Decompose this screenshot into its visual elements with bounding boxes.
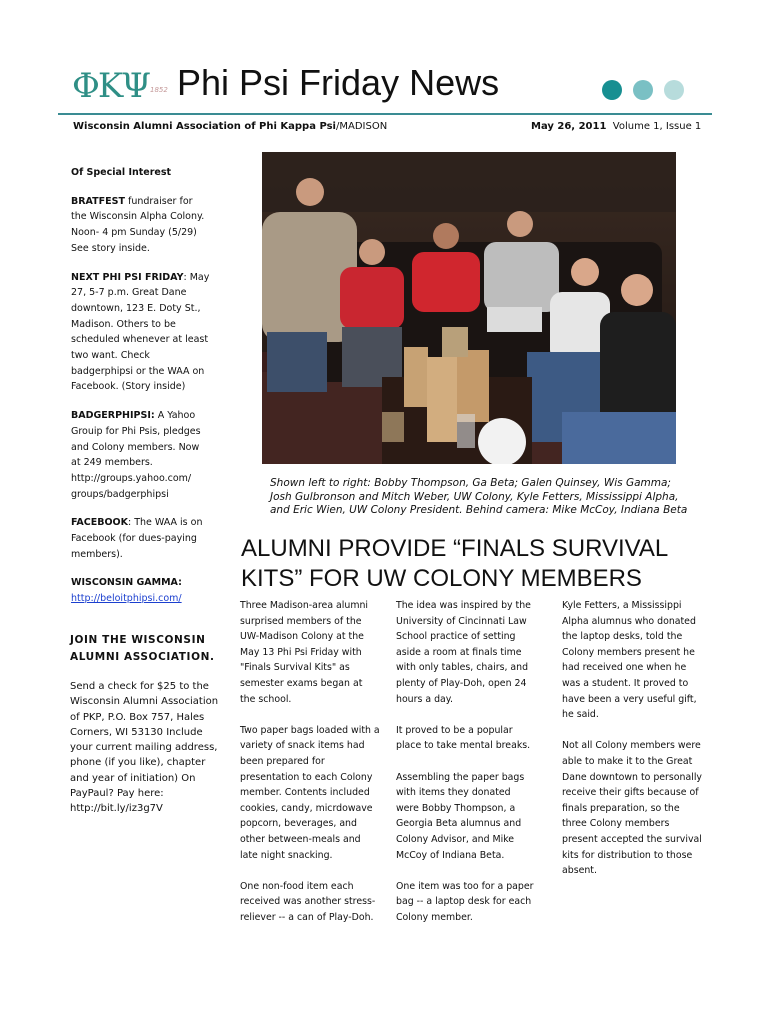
organization-line: Wisconsin Alumni Association of Phi Kappa Psi/MADISON — [73, 121, 388, 132]
paragraph: One non-food item each received was another stress-reliever -- a can of Play-Doh. — [240, 880, 376, 923]
article-column-3 — [562, 598, 702, 894]
sidebar-item-phi-psi-friday: NEXT PHI PSI FRIDAY: May 27, 5-7 p.m. Great Dane downtown, 123 E. Doty St., Madison. Others to be scheduled whenever at least two want. Check badgerphipsi or the WAA on Facebook. (Story inside) — [71, 271, 210, 393]
paragraph: Kyle Fetters, a Mississippi Alpha alumnus who donated the laptop desks, told the Colony members present he had received one when he was a student. It proved to have been a very useful gift, he said. — [562, 600, 697, 721]
paragraph: Not all Colony members were able to make it to the Great Dane downtown to personally receive their gifts because of finals preparation, so the three Colony members present accepted the survival kits for distribution to those absent. — [562, 740, 702, 877]
sidebar-heading: Of Special Interest — [71, 167, 172, 178]
paragraph: Assembling the paper bags with items they donated were Bobby Thompson, a Georgia Beta alumnus and Colony Advisor, and Mike McCoy of Indiana Beta. — [396, 771, 525, 861]
paragraph: It proved to be a popular place to take mental breaks. — [396, 724, 531, 752]
photo-caption: Shown left to right: Bobby Thompson, Ga Beta; Galen Quinsey, Wis Gamma; Josh Gulbronson and Mitch Weber, UW Colony, Kyle Fetters, Mississippi Alpha, and Eric Wien, UW Colony President. Behind camera: Mike McCoy, Indiana Beta — [270, 477, 688, 516]
article-column-1 — [240, 598, 380, 941]
sidebar-item-facebook: FACEBOOK: The WAA is on Facebook (for dues-paying members). — [71, 517, 203, 560]
logo-year: 1852 — [150, 86, 168, 94]
decor-dot-3 — [664, 80, 684, 100]
paragraph: Three Madison-area alumni surprised members of the UW-Madison Colony at the May 13 Phi Psi Friday with "Finals Survival Kits" as semester exams began at the school. — [240, 600, 369, 705]
join-heading: JOIN THE WISCONSIN ALUMNI ASSOCIATION. — [70, 634, 215, 663]
gamma-link[interactable]: http://beloitphipsi.com/ — [71, 593, 182, 605]
paragraph: Two paper bags loaded with a variety of snack items had been prepared for presentation to each Colony member. Contents included cookies, candy, micrdowave popcorn, beverages, and other between-meals and late night snacking. — [240, 724, 380, 861]
sidebar-item-bratfest: BRATFEST fundraiser for the Wisconsin Alpha Colony. Noon- 4 pm Sunday (5/29) See story inside. — [71, 195, 205, 254]
header-rule — [58, 113, 712, 115]
newsletter-title: Phi Psi Friday News — [177, 62, 500, 103]
decor-dot-1 — [602, 80, 622, 100]
decor-dot-2 — [633, 80, 653, 100]
group-photo — [262, 152, 676, 464]
masthead-logo: ΦΚΨ — [72, 66, 150, 106]
issue-info: May 26, 2011 Volume 1, Issue 1 — [531, 121, 702, 132]
article-headline: ALUMNI PROVIDE “FINALS SURVIVAL KITS” FOR UW COLONY MEMBERS — [241, 535, 668, 592]
paragraph: One item was too for a paper bag -- a laptop desk for each Colony member. — [396, 880, 534, 923]
join-body: Send a check for $25 to the Wisconsin Alumni Association of PKP, P.O. Box 757, Hales Corners, WI 53130 Include your current mailing address, phone (if you like), chapter and year of initiation) On PayPaul? Pay here: http://bit.ly/iz3g7V — [70, 681, 219, 815]
paragraph: The idea was inspired by the University of Cincinnati Law School practice of setting aside a room at finals time with only tables, chairs, and plenty of Play-Doh, open 24 hours a day. — [396, 600, 531, 705]
article-column-2 — [396, 598, 536, 941]
sidebar — [71, 165, 211, 620]
sidebar-item-gamma: WISCONSIN GAMMA: http://beloitphipsi.com/ — [71, 577, 182, 605]
sidebar-item-badgerphipsi: BADGERPHIPSI: A Yahoo Grouip for Phi Psis, pledges and Colony members. Now at 249 members. http://groups.yahoo.com/ groups/badgerphipsi — [71, 410, 201, 500]
